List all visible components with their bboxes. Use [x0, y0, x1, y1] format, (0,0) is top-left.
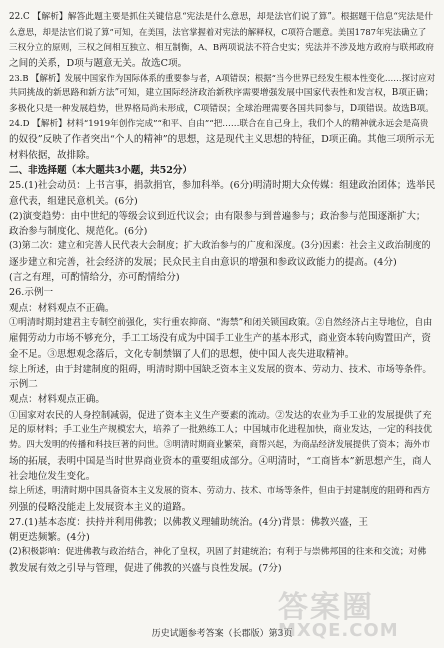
- text-line: (2)积极影响：促进佛教与政治结合，神化了皇权，巩固了封建统治；有利于与崇佛邦国的往来和交流；对佛: [9, 547, 427, 558]
- text-line: 材料依据，故排除。: [9, 149, 96, 161]
- text-line: 23.B 【解析】发展中国家作为国际体系的重要参与者，A项错误；根据“当今世界已经发生根本性变化……探讨应对: [9, 73, 436, 84]
- text-line: 势。四大发明的传播和科技巨著的问世。③明清时期商业繁荣，商帮兴起，为商品经济发展提供了资本；海外市: [9, 440, 431, 451]
- text-line: 金不足。③思想观念落后，文化专制禁锢了人们的思想，使中国人丧失进取精神。: [9, 348, 355, 360]
- text-line: 足的原材料；手工业生产规模宏大，培养了一批熟练工人；中国城市化进程加快，商业发达，一定的科技优: [9, 425, 433, 436]
- text-line: 观点：材料观点不正确。: [9, 302, 115, 314]
- text-line: ①国家对农民的人身控制减弱，促进了资本主义生产要素的流动。②发达的农业为手工业的发展提供了充: [9, 409, 432, 421]
- text-line: 教发展有效之引导与管理，促进了佛教的兴盛与良性发展。(7分): [9, 562, 282, 574]
- text-line: 社会地位发生变化。: [9, 470, 96, 482]
- text-line: 22.C 【解析】解答此题主要是抓住关键信息“宪法是什么意思，却是法官们说了算”。根据题干信息“宪法是什: [9, 12, 434, 22]
- section-heading: 二、非选择题（本大题共3小题，共52分）: [9, 164, 193, 176]
- text-line: 多极化只是一种发展趋势，世界格局尚未形成，C项错误；全球治理需要各国共同参与，D项错误。故选B项。: [9, 103, 434, 114]
- text-line: 24.D 【解析】材料“1919年创作完成”“和平、自由”“把……联合在自己身上，我们个人的精神就永远会是高贵: [9, 119, 429, 130]
- text-line: 雇佣劳动力市场不够充分，手工工场没有成为中国手工业生产的基本形式，商业资本转向购置田产，资: [9, 333, 431, 345]
- text-line: (言之有理，可酌情给分，亦可酌情给分): [9, 272, 180, 284]
- text-line: 的奴役”反映了作者突出“个人的精神”的思想，这是现代主义思想的特征，D项正确。其他三项所示无: [9, 134, 435, 146]
- text-line: 27.(1)基本态度：扶持并利用佛教；以佛教义理辅助统治。(4分)背景：佛教兴盛，王: [9, 516, 369, 528]
- text-line: 逐步建立和完善，社会经济的发展；民众民主自由意识的增强和参政议政能力的提高。(4分): [9, 256, 397, 268]
- text-line: 列强的侵略没能走上发展资本主义的道路。: [9, 501, 192, 513]
- text-line: ①明清时期封建君主专制空前强化，实行重农抑商、“海禁”和闭关锁国政策。②自然经济占主导地位，自由: [9, 317, 433, 328]
- watermark-cn: 答案圈: [278, 590, 374, 625]
- text-line: 场的拓展，表明中国是当时世界商业资本的重要组成部分。④明清时，“工商皆本”新思想产生，商人: [9, 455, 432, 467]
- text-line: 综上所述，明清时期中国具备资本主义发展的资本、劳动力、技术、市场等条件，但由于封建制度的阻碍和西方: [9, 486, 431, 497]
- watermark-en: MXQE.COM: [278, 620, 399, 641]
- text-line: 综上所述，由于封建制度的阻碍，明清时期中国缺乏资本主义发展的资本、劳动力、技术、市场等条件。: [9, 363, 432, 375]
- text-line: 25.(1)社会动员：上书言事，捐款捐官，参加科举。(6分)明清时期大众传媒：组建政治团体；选举民: [9, 180, 436, 192]
- text-line: 三权分立的原则，三权之间相互独立、相互制衡，A、B两项说法不符合史实；宪法并不涉及地方政府与联邦政府: [9, 42, 435, 53]
- text-line: (3)第二次：建立和完善人民代表大会制度；扩大政治参与的广度和深度。(3分)因素：社会主义政治制度的: [9, 241, 431, 252]
- text-line: (2)演变趋势：由中世纪的等级会议到近代议会；由有限参与到普遍参与；政治参与范围逐渐扩大；: [9, 210, 426, 222]
- text-line: 观点：材料观点正确。: [9, 394, 105, 406]
- text-line: 意代表，组建民意机关。(6分): [9, 195, 138, 207]
- text-line: 朝更迭频繁。(4分): [9, 532, 90, 544]
- text-line: 之间的关系，D项与题意无关。故选C项。: [9, 57, 188, 69]
- text-line: 么意思，却是法官们说了算”可知，在美国，法官掌握着对宪法的解释权，C项符合题意。美国1787年宪法确立了: [9, 27, 427, 38]
- text-line: 政治参与制度化、规范化。(6分): [9, 226, 148, 238]
- page-footer: 历史试题参考答案（长郡版）第3页: [151, 629, 293, 639]
- text-line: 26.示例一: [9, 287, 54, 299]
- text-line: 共同挑战的新思路和新方法”可知，建立国际经济政治新秩序需要增强发展中国家代表性和发言权，B项正确；: [9, 88, 434, 99]
- text-line: 示例二: [9, 379, 38, 391]
- answer-sheet-page: [9, 10, 435, 576]
